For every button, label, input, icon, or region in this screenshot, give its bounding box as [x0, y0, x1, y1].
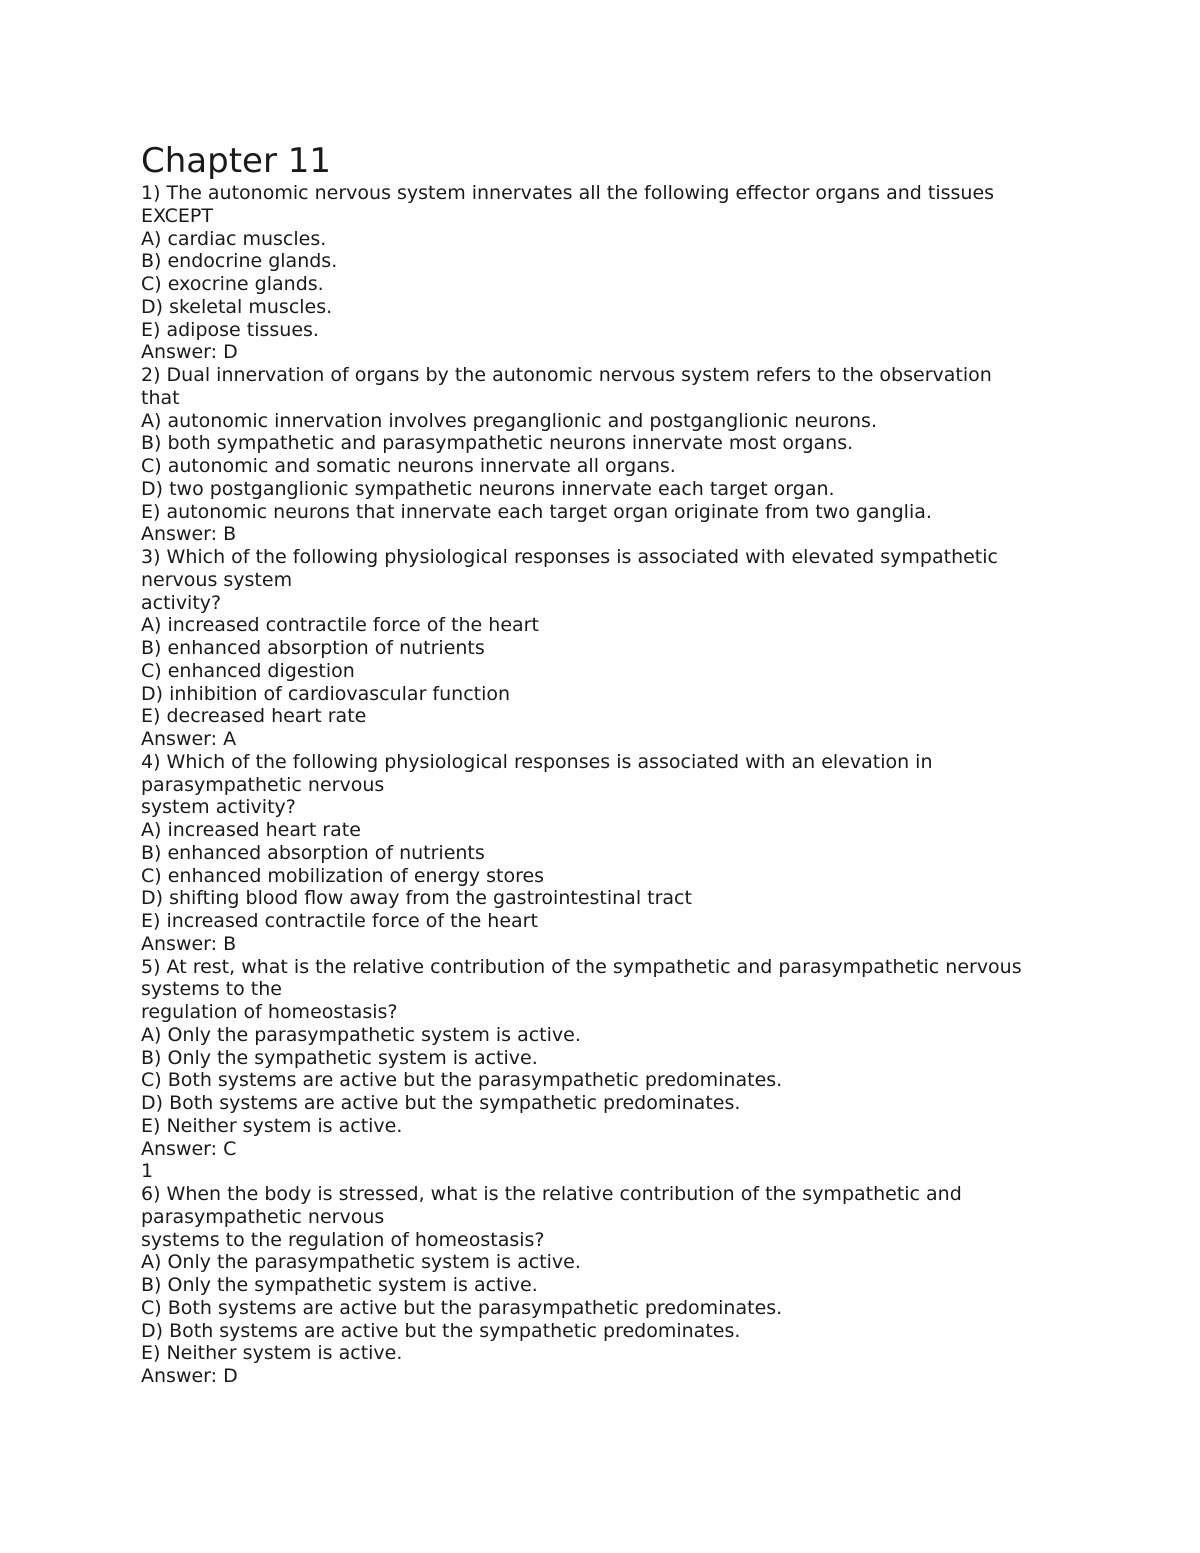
- answer-option: A) increased contractile force of the heart: [141, 614, 539, 637]
- answer-option: A) increased heart rate: [141, 819, 361, 841]
- question-text-line: 2) Dual innervation of organs by the autonomic nervous system refers to the observation: [141, 364, 992, 386]
- question-text-line: parasympathetic nervous: [141, 773, 385, 796]
- answer-option: C) enhanced mobilization of energy stores: [141, 864, 545, 887]
- chapter-title: Chapter 11: [141, 141, 332, 181]
- question-text-line: 6) When the body is stressed, what is the relative contribution of the sympathetic and: [141, 1183, 962, 1205]
- document-page: [141, 141, 1141, 1388]
- answer-line: Answer: D: [141, 341, 238, 364]
- answer-option: E) decreased heart rate: [141, 705, 367, 728]
- answer-option: A) Only the parasympathetic system is active.: [141, 1251, 581, 1274]
- answer-option: E) Neither system is active.: [141, 1342, 403, 1365]
- question-text-line: systems to the: [141, 978, 282, 1001]
- answer-option: C) Both systems are active but the parasympathetic predominates.: [141, 1296, 783, 1319]
- question-text-line: 4) Which of the following physiological responses is associated with an elevation in: [141, 750, 933, 773]
- page-number: 1: [141, 1160, 154, 1183]
- answer-option: B) enhanced absorption of nutrients: [141, 637, 485, 659]
- question-text-line: that: [141, 386, 180, 409]
- answer-option: C) exocrine glands.: [141, 273, 324, 295]
- answer-line: Answer: A: [141, 728, 237, 750]
- answer-line: Answer: D: [141, 1365, 238, 1387]
- answer-option: A) autonomic innervation involves preganglionic and postganglionic neurons.: [141, 409, 877, 432]
- answer-option: B) Only the sympathetic system is active.: [141, 1274, 538, 1296]
- answer-option: D) shifting blood flow away from the gastrointestinal tract: [141, 887, 692, 910]
- answer-option: D) Both systems are active but the sympathetic predominates.: [141, 1092, 741, 1114]
- answer-option: E) autonomic neurons that innervate each target organ originate from two ganglia.: [141, 500, 932, 523]
- question-text-line: EXCEPT: [141, 204, 213, 227]
- answer-option: E) adipose tissues.: [141, 318, 319, 341]
- question-text-line: 5) At rest, what is the relative contribution of the sympathetic and parasympathetic nervous: [141, 955, 1022, 978]
- answer-option: C) enhanced digestion: [141, 659, 355, 682]
- answer-option: D) two postganglionic sympathetic neurons innervate each target organ.: [141, 477, 835, 500]
- answer-option: D) skeletal muscles.: [141, 295, 333, 318]
- question-list: [141, 182, 1141, 1388]
- question-text-line: system activity?: [141, 796, 296, 819]
- question-text-line: 1) The autonomic nervous system innervates all the following effector organs and tissues: [141, 182, 995, 204]
- answer-option: D) Both systems are active but the sympathetic predominates.: [141, 1319, 741, 1342]
- answer-option: B) endocrine glands.: [141, 250, 338, 273]
- answer-line: Answer: B: [141, 523, 237, 546]
- question-text-line: nervous system: [141, 568, 293, 591]
- answer-option: B) Only the sympathetic system is active.: [141, 1046, 538, 1069]
- question-text-line: 3) Which of the following physiological responses is associated with elevated sympathetic: [141, 546, 998, 568]
- answer-line: Answer: C: [141, 1137, 237, 1160]
- answer-option: E) increased contractile force of the heart: [141, 910, 538, 932]
- answer-option: B) both sympathetic and parasympathetic neurons innervate most organs.: [141, 432, 854, 455]
- answer-option: D) inhibition of cardiovascular function: [141, 682, 511, 705]
- answer-option: A) cardiac muscles.: [141, 227, 327, 250]
- answer-line: Answer: B: [141, 932, 237, 955]
- answer-option: A) Only the parasympathetic system is active.: [141, 1023, 581, 1046]
- answer-option: C) autonomic and somatic neurons innervate all organs.: [141, 455, 676, 477]
- question-text-line: regulation of homeostasis?: [141, 1001, 398, 1023]
- answer-option: E) Neither system is active.: [141, 1114, 403, 1137]
- answer-option: B) enhanced absorption of nutrients: [141, 841, 485, 864]
- answer-option: C) Both systems are active but the parasympathetic predominates.: [141, 1069, 783, 1092]
- question-text-line: activity?: [141, 591, 222, 614]
- question-text-line: systems to the regulation of homeostasis?: [141, 1228, 545, 1251]
- question-text-line: parasympathetic nervous: [141, 1205, 385, 1228]
